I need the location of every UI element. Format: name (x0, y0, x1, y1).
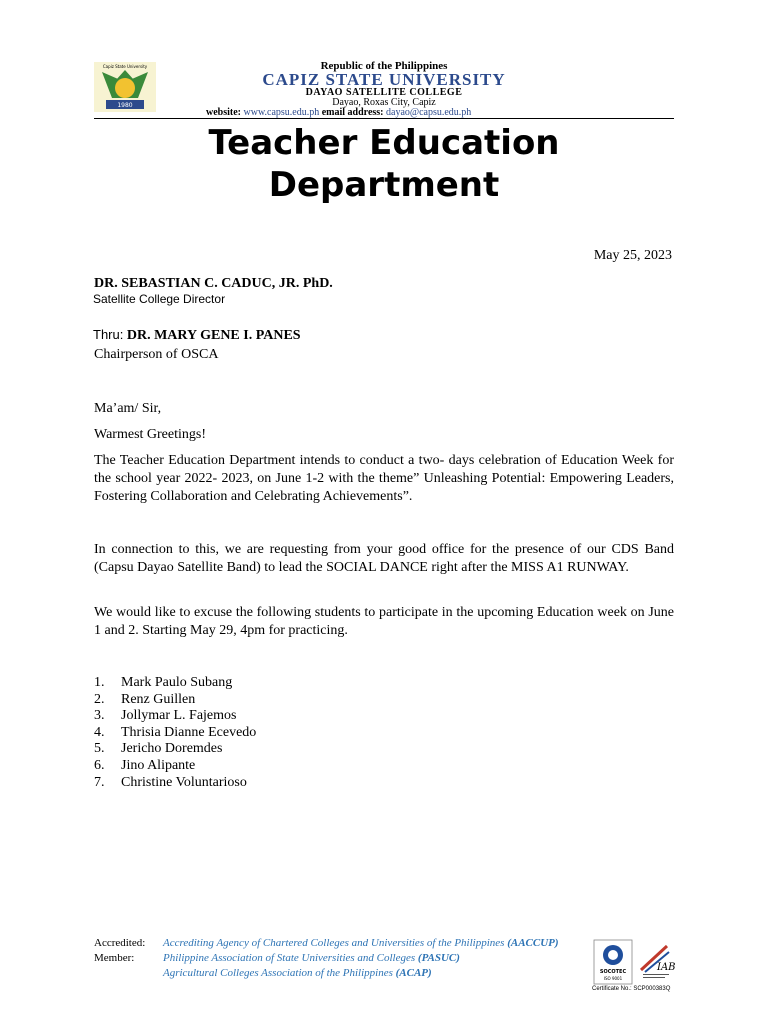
logo-top-text: Capiz State University (102, 64, 148, 69)
body-paragraph-1: The Teacher Education Department intends to conduct a two- days celebration of Education Week for the school year 2022- 2023, on June 1-2 with the theme” Unleashing Potential: Empowering Leaders, Fostering Collaboration and Celebrating Achievements”. (94, 453, 674, 504)
header-republic: Republic of the Philippines (320, 60, 448, 72)
university-seal-logo (94, 62, 156, 112)
thru-line (93, 327, 301, 344)
student-list (94, 675, 256, 791)
recipient-name: DR. SEBASTIAN C. CADUC, JR. PhD. (94, 276, 333, 291)
footer-org-pasuc: Philippine Association of State Universities and Colleges (PASUC) (163, 952, 460, 964)
website-label: website: (206, 107, 241, 118)
student-name: Jericho Doremdes (121, 741, 223, 757)
iab-accreditation-logo (637, 940, 676, 984)
footer-member-label: Member: (94, 952, 135, 964)
header-university-name: CAPIZ STATE UNIVERSITY (262, 70, 506, 89)
salutation: Ma’am/ Sir, (94, 401, 162, 416)
header-college-name: DAYAO SATELLITE COLLEGE (305, 87, 463, 98)
list-item: 5. Jericho Doremdes (94, 741, 223, 757)
department-title (134, 122, 634, 206)
footer-accredited-label: Accredited: (94, 937, 146, 949)
list-item: 4. Thrisia Dianne Ecevedo (94, 724, 257, 740)
list-item: 2. Renz Guillen (94, 691, 196, 707)
list-item: 3. Jollymar L. Fajemos (94, 708, 237, 724)
thru-name: DR. MARY GENE I. PANES (126, 328, 301, 343)
student-name: Jino Alipante (121, 757, 196, 773)
recipient-title: Satellite College Director (93, 292, 226, 306)
header-divider (94, 118, 674, 119)
email-link[interactable]: dayao@capsu.edu.ph (386, 107, 472, 118)
socotec-label: SOCOTEC (599, 969, 627, 975)
list-item: 6. Jino Alipante (94, 757, 196, 773)
list-item: 7. Christine Voluntarioso (94, 774, 247, 790)
department-title-line1: Teacher Education (208, 123, 560, 163)
website-link[interactable]: www.capsu.edu.ph (243, 107, 320, 118)
iab-label: IAB (657, 962, 676, 973)
thru-title: Chairperson of OSCA (94, 347, 219, 362)
footer-org-acap: Agricultural Colleges Association of the Philippines (ACAP) (163, 967, 432, 979)
list-item: 1. Mark Paulo Subang (94, 675, 233, 690)
email-label: email address: (321, 107, 384, 118)
header-contact-line (206, 107, 471, 118)
socotec-certification-logo (593, 939, 633, 985)
header-address: Dayao, Roxas City, Capiz (332, 97, 436, 108)
certificate-number: Certificate No.: SCP000383Q (592, 986, 671, 992)
student-name: Jollymar L. Fajemos (121, 708, 237, 724)
student-name: Mark Paulo Subang (121, 675, 233, 690)
letter-date: May 25, 2023 (593, 248, 672, 263)
student-name: Renz Guillen (121, 691, 196, 707)
body-paragraph-2: In connection to this, we are requesting from your good office for the presence of our CDS Band (Capsu Dayao Satellite Band) to lead the SOCIAL DANCE right after the MISS A1 RUNWAY. (94, 542, 674, 575)
department-title-line2: Department (268, 165, 500, 205)
body-paragraph-3: We would like to excuse the following students to participate in the upcoming Education week on June 1 and 2. Starting May 29, 4pm for practicing. (94, 605, 674, 638)
greeting: Warmest Greetings! (94, 427, 206, 442)
student-name: Christine Voluntarioso (121, 774, 247, 790)
footer-org-aaccup: Accrediting Agency of Chartered Colleges and Universities of the Philippines (AACCUP) (163, 937, 559, 949)
iso-label: ISO 9001 (603, 976, 623, 981)
thru-prefix: Thru: (93, 327, 124, 342)
student-name: Thrisia Dianne Ecevedo (121, 724, 257, 740)
logo-year-text: 1980 (117, 102, 133, 109)
